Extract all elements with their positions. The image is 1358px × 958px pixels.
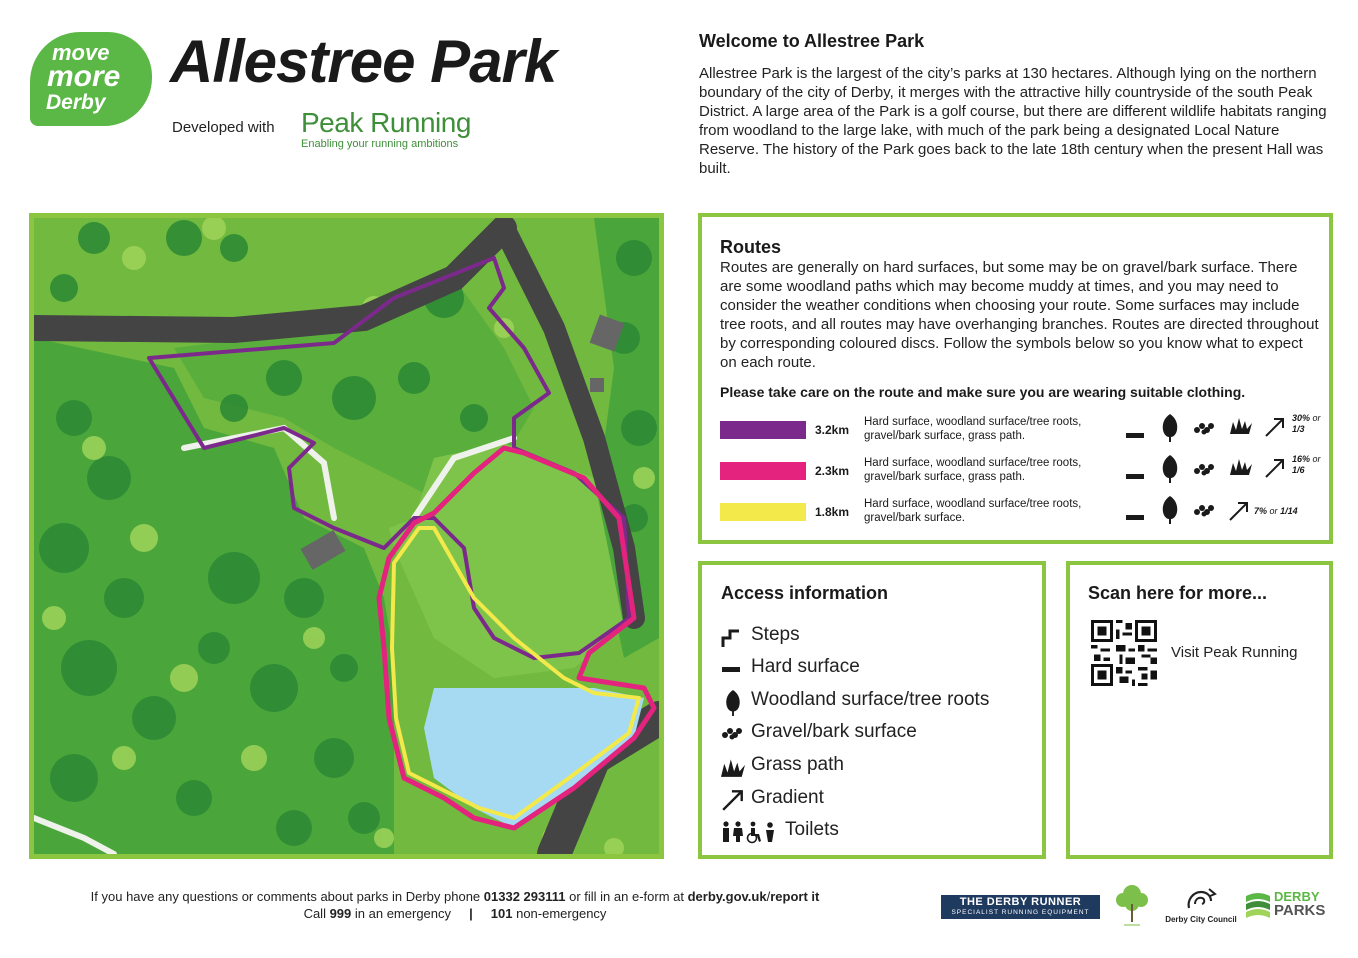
route-color-bar [720, 503, 806, 521]
scan-panel [1066, 561, 1333, 859]
grass-icon [1230, 459, 1252, 480]
hard-surface-icon [1126, 467, 1144, 485]
page-title: Allestree Park [170, 28, 557, 95]
route-description: Hard surface, woodland surface/tree roots, gravel/bark surface. [864, 498, 1082, 524]
logo-text-derby: Derby [46, 91, 106, 114]
access-item-steps [721, 623, 1041, 649]
footer-text: or fill in an e-form at [565, 889, 688, 904]
scan-heading: Scan here for more... [1088, 583, 1268, 603]
access-label: Grass path [751, 754, 844, 775]
access-panel [698, 561, 1046, 859]
grass-icon [721, 755, 745, 779]
footer-text: non-emergency [512, 906, 607, 921]
footer-text: If you have any questions or comments about parks in Derby phone [90, 889, 484, 904]
peak-running-name: Peak Running [301, 107, 471, 138]
welcome-heading: Welcome to Allestree Park [699, 31, 925, 51]
derby-parks-text-2: PARKS [1274, 902, 1326, 919]
footer-text: / [766, 889, 771, 904]
route-icons [1124, 412, 1334, 448]
friends-of-allestree-park-logo [1114, 882, 1150, 935]
route-icons [1124, 494, 1334, 530]
route-color-bar [720, 421, 806, 439]
access-label: Gradient [751, 787, 824, 808]
footer-contact [0, 889, 910, 904]
route-distance: 2.3km [815, 464, 850, 478]
access-label: Hard surface [751, 656, 860, 677]
routes-panel [698, 213, 1333, 544]
toilets-icon [721, 820, 781, 844]
footer-emergency [0, 906, 910, 921]
access-label: Woodland surface/tree roots [751, 689, 990, 710]
park-map-illustration [34, 218, 659, 854]
footer-text: in an emergency [351, 906, 452, 921]
gradient-value: 16% or 1/6 [1292, 454, 1321, 475]
gradient-icon [721, 788, 745, 812]
footer-report-link[interactable]: report it [770, 889, 820, 904]
footer-nonemergency-number: 101 [490, 906, 513, 921]
routes-warning: Please take care on the route and make sure you are wearing suitable clothing. [720, 384, 1246, 400]
route-row-purple [720, 412, 1320, 448]
route-row-yellow [720, 494, 1320, 530]
gradient-icon [1264, 457, 1286, 484]
welcome-body: Allestree Park is the largest of the city’s parks at 130 hectares. Although lying on the northern boundary of the city of Derby, it merges with the attractive hilly countryside of the south Peak District. A large area of the Park is a golf course, but there are different wildlife habitats ranging from woodland to the large lake, with much of the park being a designated Local Nature Reserve. The history of the Park goes back to the late 18th century when the present Hall was built. [699, 65, 1327, 177]
gradient-icon [1228, 500, 1250, 527]
grass-icon [1230, 418, 1252, 439]
hard-surface-icon [1126, 508, 1144, 526]
route-distance: 1.8km [815, 505, 850, 519]
route-distance: 3.2km [815, 423, 850, 437]
woodland-icon [1162, 414, 1178, 447]
derby-runner-name: THE DERBY RUNNER [959, 896, 1082, 908]
route-row-pink [720, 453, 1320, 489]
route-description: Hard surface, woodland surface/tree roots, gravel/bark surface, grass path. [864, 416, 1082, 442]
access-item-gradient [721, 786, 1041, 812]
access-item-toilets [721, 818, 1041, 844]
access-item-grass [721, 753, 1041, 779]
access-item-gravel [721, 720, 1041, 746]
footer-phone[interactable]: 01332 293111 [483, 889, 566, 904]
derby-parks-mark [1244, 890, 1272, 920]
woodland-icon [1162, 496, 1178, 529]
derby-city-council-logo [1162, 886, 1240, 924]
logo-text-more: more [47, 60, 121, 93]
gravel-icon [1194, 422, 1214, 440]
derby-city-council-name: Derby City Council [1165, 915, 1237, 924]
access-item-woodland [721, 688, 1041, 714]
footer-site-link[interactable]: derby.gov.uk [687, 889, 767, 904]
park-map [29, 213, 664, 859]
logo-text-move: move [52, 40, 110, 65]
gravel-icon [1194, 504, 1214, 522]
footer-emergency-number: 999 [329, 906, 352, 921]
footer-separator: | [469, 906, 473, 921]
routes-heading: Routes [720, 237, 782, 257]
route-description: Hard surface, woodland surface/tree roots, gravel/bark surface, grass path. [864, 457, 1082, 483]
footer-text: Call [303, 906, 330, 921]
steps-icon [721, 625, 745, 649]
developed-with-label: Developed with [172, 119, 275, 136]
access-label: Gravel/bark surface [751, 721, 917, 742]
visit-peak-running-link[interactable]: Visit Peak Running [1171, 644, 1298, 661]
peak-running-logo [301, 108, 471, 150]
gravel-icon [1194, 463, 1214, 481]
derby-runner-logo [941, 895, 1100, 919]
hard-surface-icon [721, 657, 745, 681]
derby-parks-text-1: DERBY [1274, 889, 1320, 904]
route-color-bar [720, 462, 806, 480]
qr-code[interactable] [1091, 620, 1157, 691]
access-label: Toilets [785, 819, 839, 840]
access-item-hard-surface [721, 655, 1041, 681]
move-more-derby-logo [30, 32, 152, 126]
route-icons [1124, 453, 1334, 489]
gradient-value: 7% or 1/14 [1254, 506, 1298, 516]
woodland-icon [1162, 455, 1178, 488]
woodland-icon [721, 690, 745, 714]
derby-runner-tagline: SPECIALIST RUNNING EQUIPMENT [951, 909, 1090, 916]
derby-parks-logo [1244, 889, 1326, 925]
access-heading: Access information [721, 583, 889, 603]
gradient-value: 30% or 1/3 [1292, 413, 1321, 434]
hard-surface-icon [1126, 426, 1144, 444]
routes-body: Routes are generally on hard surfaces, but some may be on gravel/bark surface. There are some woodland paths which may become muddy at times, and you may need to consider the weather conditions when choosing your route. Some surfaces may include tree roots, and all routes may have overhanging branches. Routes are directed throughout by corresponding coloured discs. Follow the symbols below so you know what to expect on each route. [720, 259, 1319, 371]
gravel-icon [721, 722, 745, 746]
gradient-icon [1264, 416, 1286, 443]
peak-running-tagline: Enabling your running ambitions [301, 138, 459, 150]
access-label: Steps [751, 624, 800, 645]
